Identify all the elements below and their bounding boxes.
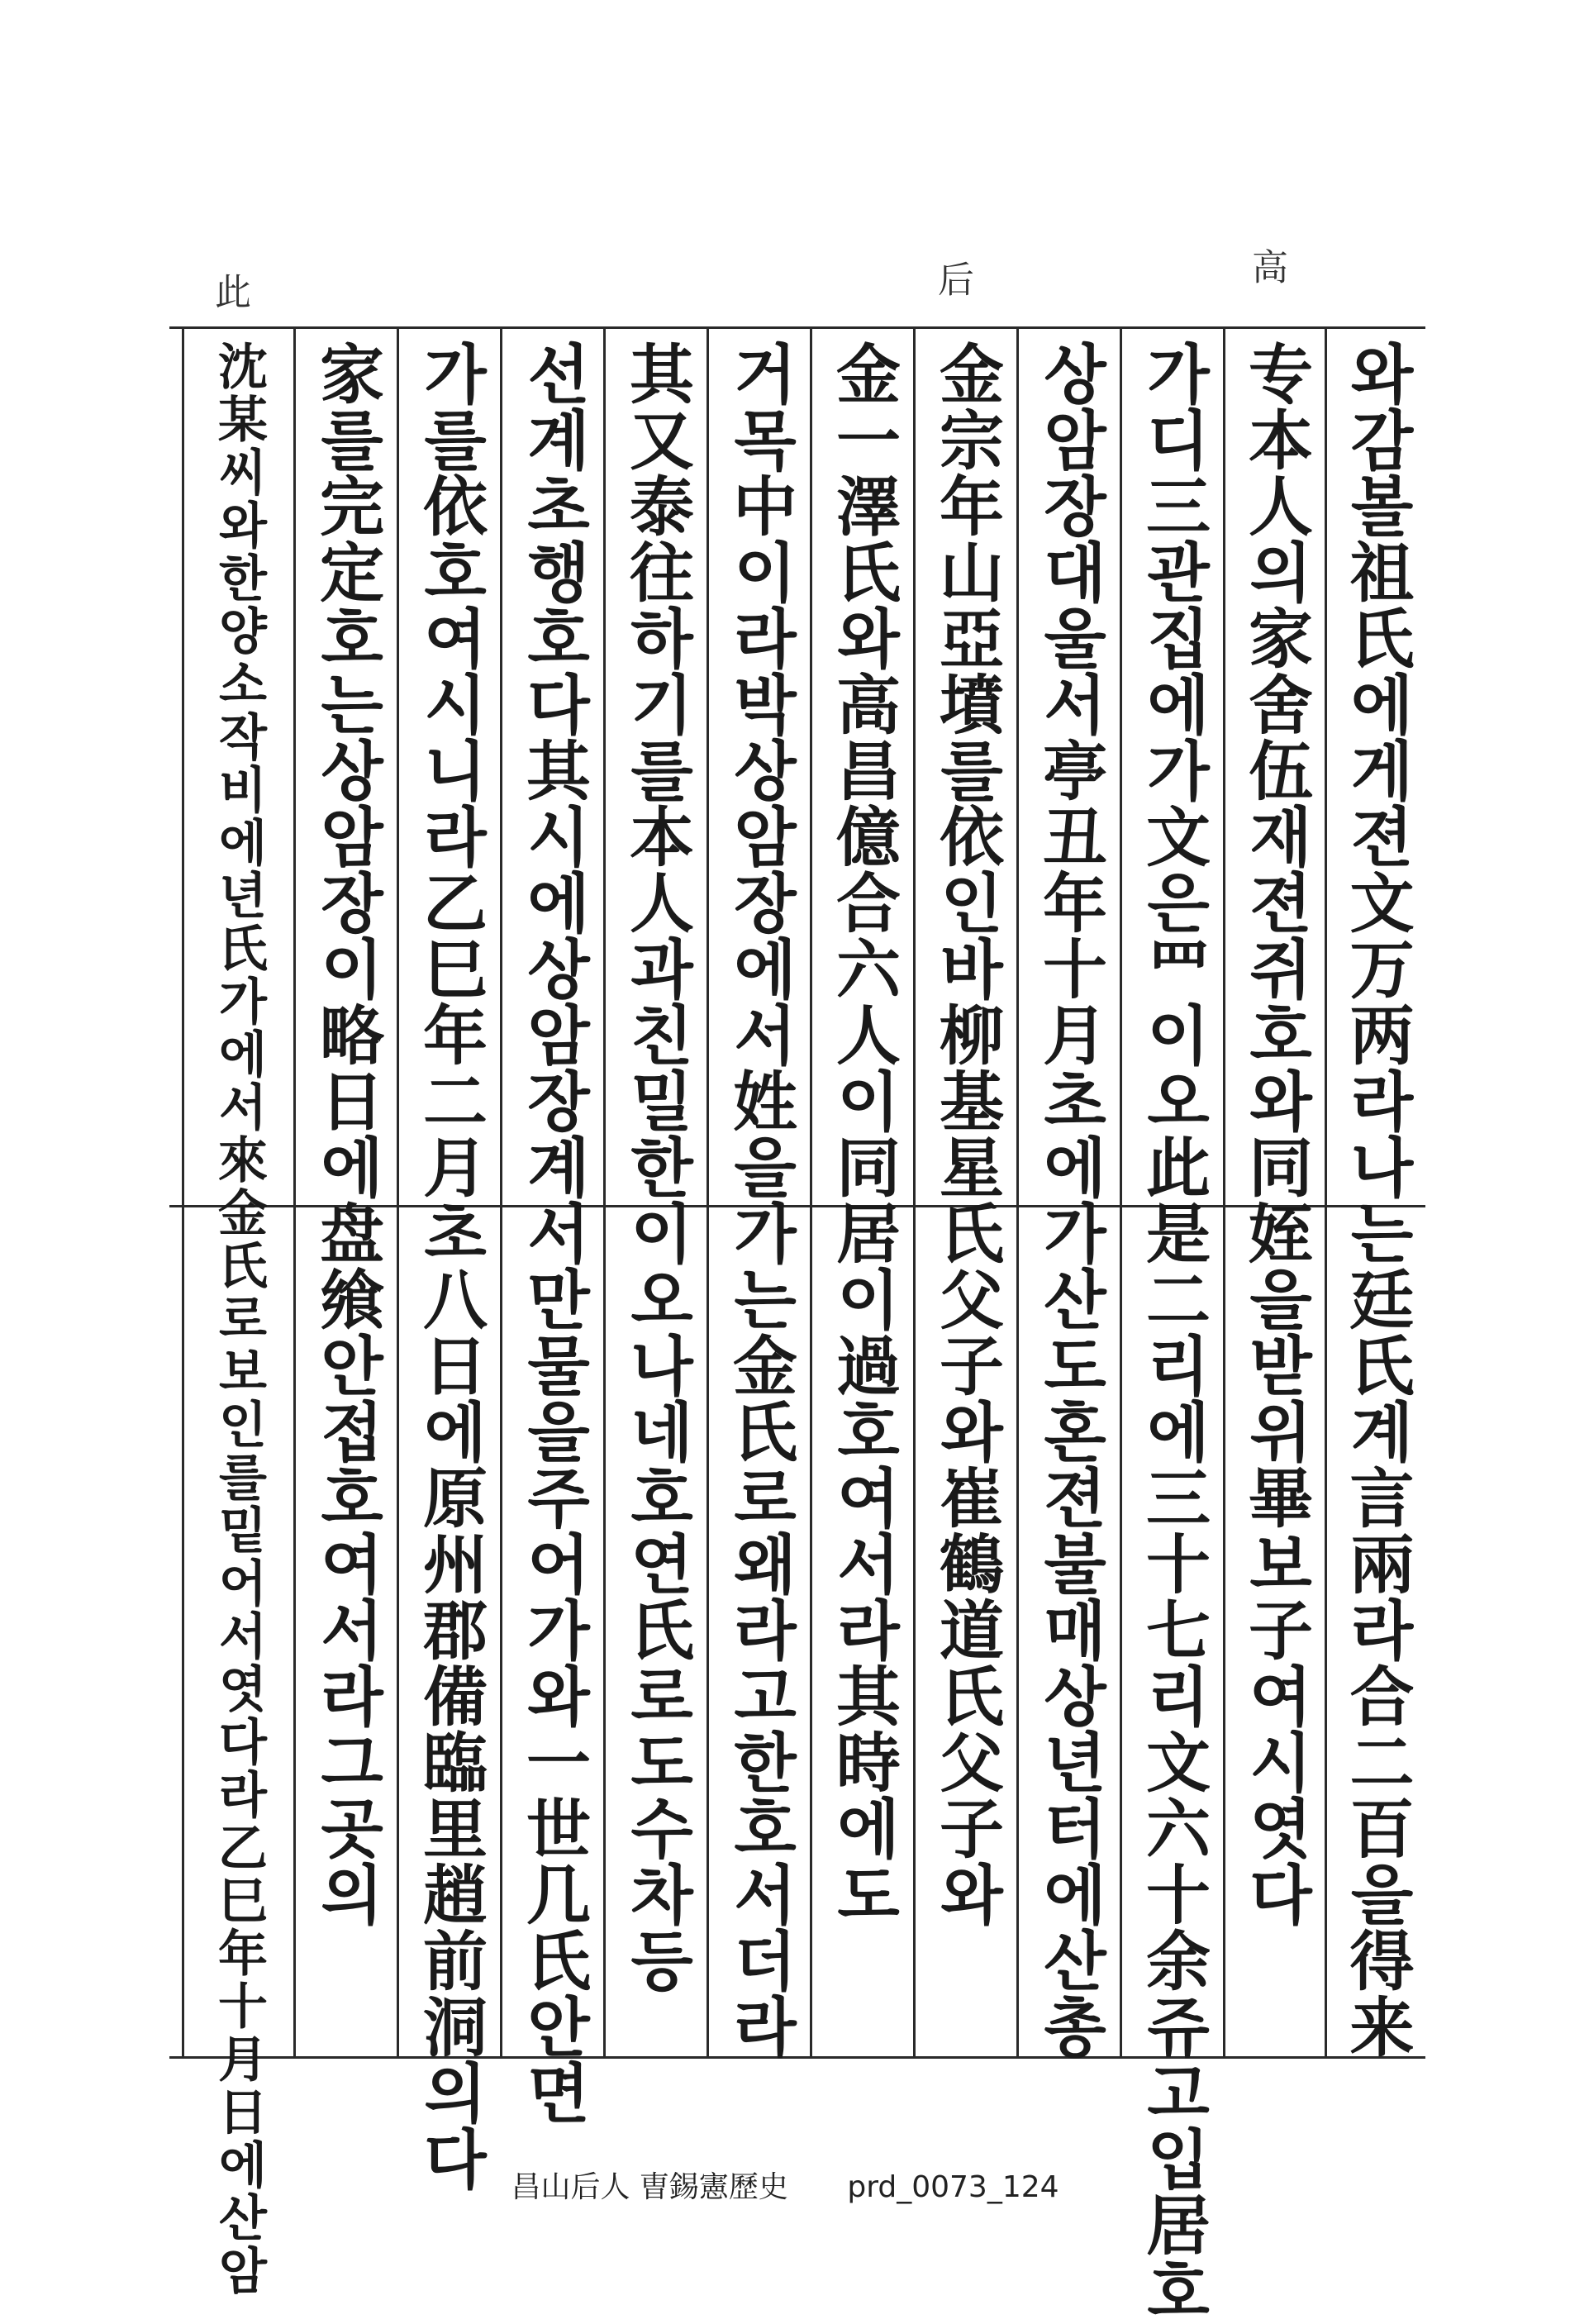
column-2: [1223, 329, 1325, 2056]
column-1: [1325, 329, 1425, 2060]
column-text: 와감볼祖氏에게젼文万两라나는廷氏계言兩라合二百을得来: [1339, 341, 1415, 2060]
column-text: 거목中이라박상암장에서姓을가는金氏로왜라고한호서더라: [722, 341, 797, 2060]
page-caption: [0, 2164, 1570, 2206]
column-7: [706, 329, 810, 2060]
column-4: [1016, 329, 1120, 2060]
caption-title: 昌山后人 曺錫憲歷史: [511, 2170, 788, 2204]
column-6: [810, 329, 913, 2056]
margin-note-middle: 后: [931, 260, 973, 297]
column-10: [397, 329, 500, 2192]
column-text: 专本人의家舍伍재젼쥐호와同姪을받위畢보子여시엿다: [1238, 341, 1313, 1927]
column-text: 其又泰往하기를本人과친밀한이오나네호연氏로도수차등: [619, 341, 694, 1993]
column-text: 金一澤氏와高昌億合六人이同居이過호여서라其時에도: [825, 341, 901, 1927]
column-text: 가디三관집에가文은罒이오此是二리에三十七리文六十余쥬고입居호: [1135, 341, 1211, 2324]
column-12: [182, 329, 293, 2298]
column-11: [293, 329, 397, 2056]
column-text: 가를依호여시니라乙巳年二月초八日에原州郡備臨里趙前洞의다: [412, 341, 488, 2192]
column-text: 상암장대울서亭丑年十月초에가산도혼젼불매상년터에산총: [1032, 341, 1107, 2060]
column-text: 金宗年山亞墳를依인바柳基星氏父子와崔鶴道氏父子와: [929, 341, 1004, 1927]
caption-id: prd_0073_124: [847, 2170, 1059, 2204]
margin-note-right: 高: [1245, 248, 1287, 284]
column-3: [1120, 329, 1223, 2324]
margin-note-left: 此: [208, 273, 250, 309]
column-5: [913, 329, 1016, 2056]
column-text: 家를完定호는상암장이略日에盘飨안접호여서라그곳의: [309, 341, 384, 1927]
column-9: [500, 329, 603, 2126]
column-text: 선계초행호다其시에상암장계서만물을주어가와一世几氏안면: [516, 341, 591, 2126]
column-text: 沈某씨와한양소작비에년氏가에서來金氏로보인를밑어서엿다라乙巳年十月日에산암: [210, 341, 268, 2298]
column-8: [603, 329, 706, 2056]
